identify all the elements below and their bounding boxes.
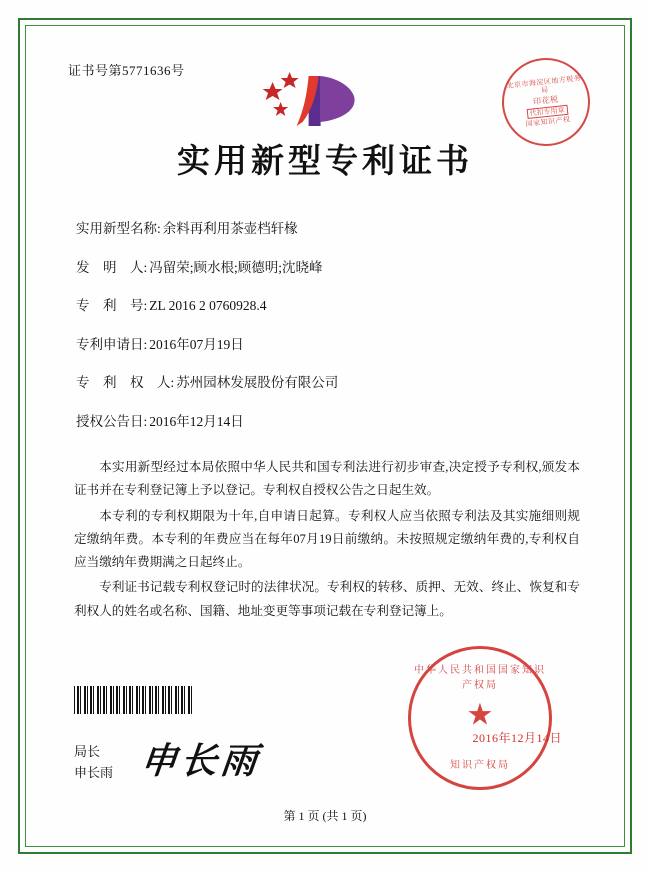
field-label: 专 利 权 人: bbox=[76, 375, 175, 390]
tax-seal-bottom-text: 国家知识产权 bbox=[525, 115, 571, 128]
tax-seal-box-text: 代扣专用章 bbox=[526, 104, 568, 118]
field-value: 苏州园林发展股份有限公司 bbox=[176, 375, 339, 390]
field-value: 冯留荣;顾水根;顾德明;沈晓峰 bbox=[149, 259, 323, 275]
field-value: 2016年12月14日 bbox=[149, 413, 244, 429]
field-label: 实用新型名称: bbox=[76, 221, 161, 236]
director-name-label: 申长雨 bbox=[74, 765, 114, 781]
seal-date: 2016年12月14日 bbox=[472, 731, 562, 745]
field-row bbox=[76, 261, 604, 275]
signature-area bbox=[74, 733, 261, 784]
body-paragraph-1: 本实用新型经过本局依照中华人民共和国专利法进行初步审查,决定授予专利权,颁发本证书并在专利登记簿上予以登记。专利权自授权公告之日起生效。 bbox=[74, 460, 580, 498]
page-footer: 第 1 页 (共 1 页) bbox=[283, 809, 367, 823]
body-paragraph-2: 本专利的专利权期限为十年,自申请日起算。专利权人应当依照专利法及其实施细则规定缴纳年费。本专利的年费应当在每年07月19日前缴纳。未按照规定缴纳年费的,专利权自应当缴纳年费期满之日起终止。 bbox=[74, 508, 580, 570]
certificate-number: 证书号第5771636号 bbox=[68, 63, 185, 78]
handwritten-signature: 申长雨 bbox=[138, 741, 263, 781]
tax-seal-mid-text: 印花税 bbox=[532, 95, 560, 107]
state-seal-arc-bottom: 知识产权局 bbox=[450, 760, 510, 771]
field-value: 余料再利用茶壶档轩椽 bbox=[162, 221, 298, 236]
field-label: 授权公告日: bbox=[76, 413, 148, 429]
patent-office-logo-icon bbox=[263, 64, 383, 134]
star-icon: ★ bbox=[466, 698, 494, 732]
field-value: ZL 2016 2 0760928.4 bbox=[149, 298, 267, 313]
body-paragraph-3: 专利证书记载专利权登记时的法律状况。专利权的转移、质押、无效、终止、恢复和专利权人的姓名或名称、国籍、地址变更等事项记载在专利登记簿上。 bbox=[74, 580, 580, 618]
field-list bbox=[46, 222, 604, 428]
field-row bbox=[76, 338, 604, 352]
field-label: 专利申请日: bbox=[76, 336, 148, 352]
field-row bbox=[76, 299, 604, 313]
official-state-seal bbox=[408, 646, 552, 790]
director-title-label: 局长 bbox=[74, 744, 101, 759]
certificate-content bbox=[46, 42, 604, 832]
field-row bbox=[76, 376, 604, 390]
field-row bbox=[76, 415, 604, 429]
field-value: 2016年07月19日 bbox=[149, 336, 244, 352]
field-row bbox=[76, 222, 604, 236]
tax-seal-arc-text: 北京市海淀区地方税务局 bbox=[506, 74, 582, 95]
field-label: 发 明 人: bbox=[76, 259, 148, 275]
body-text bbox=[46, 456, 604, 623]
signature-labels bbox=[74, 733, 113, 784]
page-title: 实用新型专利证书 bbox=[177, 144, 473, 180]
state-seal-arc-top: 中华人民共和国国家知识产权局 bbox=[414, 665, 546, 691]
barcode bbox=[74, 686, 194, 714]
field-label: 专 利 号: bbox=[76, 298, 148, 313]
